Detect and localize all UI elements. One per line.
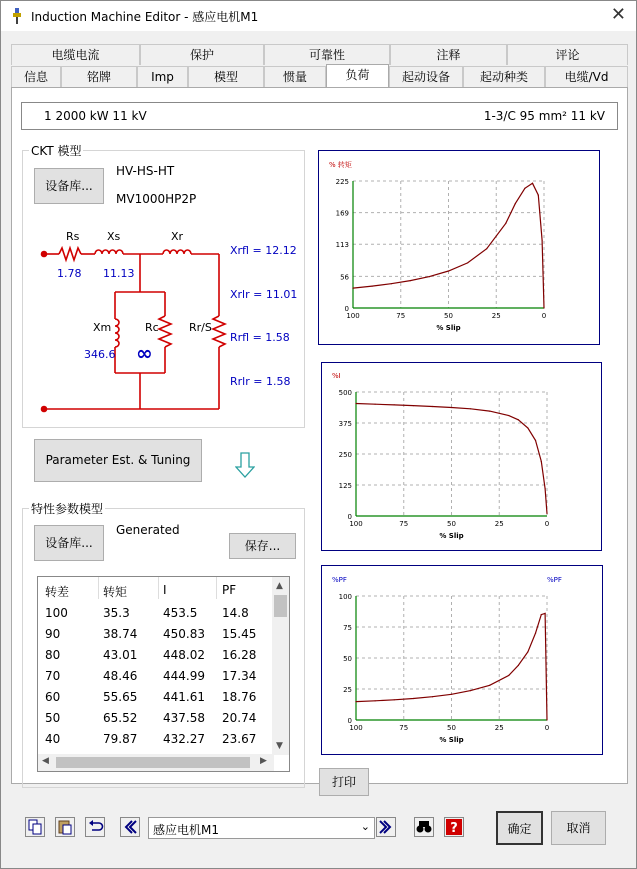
data-point: [541, 614, 542, 615]
data-point: [448, 270, 449, 271]
tab-protection[interactable]: 保护: [140, 44, 264, 65]
y-tick-label: 375: [338, 420, 352, 428]
table-cell-pf: 18.76: [222, 690, 257, 704]
rc-label: Rc: [145, 321, 159, 334]
tab-reliability[interactable]: 可靠性: [264, 44, 390, 65]
data-point: [489, 410, 490, 411]
y-tick-label: 0: [344, 305, 349, 313]
data-point: [486, 248, 487, 249]
data-point: [410, 280, 411, 281]
y-tick-label: 56: [340, 273, 349, 282]
xrlr-value: Xrlr = 11.01: [230, 288, 298, 301]
col-header-slip: 转差: [45, 585, 70, 599]
table-cell-torque: 55.65: [103, 690, 138, 704]
x-tick-label: 0: [544, 724, 550, 732]
table-cell-torque: 65.52: [103, 711, 138, 725]
characteristic-model-group: [22, 502, 305, 788]
svg-text:?: ?: [450, 821, 458, 836]
data-point: [527, 427, 528, 428]
rs-value: 1.78: [57, 267, 82, 280]
scroll-left-icon[interactable]: ◀: [42, 756, 49, 766]
table-cell-current: 444.99: [163, 669, 205, 683]
y-axis-label: %I: [332, 372, 341, 380]
app-icon: [11, 8, 23, 24]
rrfl-value: Rrfl = 1.58: [230, 331, 290, 344]
data-point: [541, 240, 542, 241]
table-cell-pf: 20.74: [222, 711, 257, 725]
data-point: [518, 419, 519, 420]
x-tick-label: 100: [349, 520, 363, 528]
characteristic-table: [37, 576, 290, 772]
ckt-model-group: [22, 144, 305, 428]
find-icon[interactable]: [414, 817, 434, 837]
y-axis-label: % 转矩: [329, 161, 352, 169]
y-tick-label: 169: [335, 209, 349, 218]
table-cell-slip: 70: [45, 669, 61, 683]
data-point: [432, 406, 433, 407]
data-point: [489, 685, 490, 686]
table-cell-slip: 100: [45, 606, 68, 620]
xr-label: Xr: [171, 230, 184, 243]
table-cell-current: 437.58: [163, 711, 205, 725]
data-point: [527, 651, 528, 652]
data-point: [518, 665, 519, 666]
ckt-group-label: CKT 模型: [31, 144, 82, 158]
table-cell-torque: 35.3: [103, 606, 130, 620]
rc-value: ∞: [136, 341, 153, 365]
x-axis-label: % Slip: [439, 532, 464, 540]
table-cell-torque: 38.74: [103, 627, 138, 641]
print-button[interactable]: 打印: [319, 768, 369, 796]
x-tick-label: 25: [491, 312, 501, 320]
next-icon[interactable]: [376, 817, 396, 837]
table-cell-slip: 80: [45, 648, 61, 662]
col-header-torque: 转矩: [103, 585, 128, 599]
cancel-button[interactable]: 取消: [551, 811, 606, 845]
data-point: [391, 283, 392, 284]
x-tick-label: 50: [444, 312, 453, 320]
torque-chart: [318, 150, 600, 345]
summary-motor: 1 2000 kW 11 kV: [44, 109, 147, 123]
ckt-model-line2: MV1000HP2P: [116, 192, 197, 206]
data-point: [538, 195, 539, 196]
generated-label: Generated: [116, 523, 180, 537]
tab-cable-current[interactable]: 电缆电流: [11, 44, 140, 65]
rrlr-value: Rrlr = 1.58: [230, 375, 291, 388]
xrfl-value: Xrfl = 12.12: [230, 244, 297, 257]
data-point: [546, 719, 547, 720]
undo-icon[interactable]: [85, 817, 105, 837]
rr-s-label: Rr/S: [189, 321, 212, 334]
data-point: [505, 223, 506, 224]
table-cell-torque: 48.46: [103, 669, 138, 683]
tab-nameplate[interactable]: 铭牌: [61, 66, 137, 87]
load-tab-panel: [11, 87, 628, 789]
table-cell-current: 432.27: [163, 732, 205, 746]
x-tick-label: 75: [399, 724, 409, 732]
y-tick-label: 250: [338, 451, 352, 459]
table-cell-torque: 43.01: [103, 648, 138, 662]
ckt-library-button[interactable]: 设备库...: [34, 168, 104, 204]
y-tick-label: 113: [335, 241, 349, 250]
y-tick-label: 225: [335, 178, 349, 186]
tab-starting-device[interactable]: 起动设备: [389, 66, 463, 87]
tab-info[interactable]: 信息: [11, 66, 61, 87]
rs-label: Rs: [66, 230, 80, 243]
arrow-down-icon: [235, 452, 255, 478]
scroll-up-icon[interactable]: ▲: [276, 581, 283, 591]
summary-cable: 1-3/C 95 mm² 11 kV: [483, 109, 605, 123]
x-tick-label: 75: [396, 312, 406, 320]
col-header-pf: PF: [222, 583, 237, 597]
x-axis-label: % Slip: [436, 324, 461, 332]
y-tick-label: 50: [343, 655, 352, 663]
horizontal-scrollbar[interactable]: [38, 754, 274, 771]
data-point: [413, 698, 414, 699]
data-point: [535, 440, 536, 441]
data-point: [524, 188, 525, 189]
data-point: [394, 404, 395, 405]
current-chart: [321, 362, 602, 551]
table-cell-current: 450.83: [163, 627, 205, 641]
data-point: [508, 675, 509, 676]
table-cell-current: 453.5: [163, 606, 198, 620]
y-tick-label: 0: [347, 513, 352, 521]
table-cell-pf: 23.67: [222, 732, 257, 746]
char-library-button[interactable]: 设备库...: [34, 525, 104, 561]
motor-select[interactable]: [148, 817, 375, 839]
x-tick-label: 50: [447, 724, 456, 732]
motor-select-value: 感应电机M1: [153, 823, 219, 837]
table-cell-slip: 50: [45, 711, 61, 725]
table-cell-torque: 79.87: [103, 732, 138, 746]
data-point: [532, 183, 533, 184]
tab-model[interactable]: 模型: [188, 66, 264, 87]
table-cell-slip: 90: [45, 627, 61, 641]
char-group-label: 特性参数模型: [31, 502, 104, 516]
tab-cable-vd[interactable]: 电缆/Vd: [545, 66, 628, 87]
table-cell-current: 448.02: [163, 648, 205, 662]
y-tick-label: 0: [347, 717, 352, 725]
data-point: [535, 633, 536, 634]
parameter-estimation-button[interactable]: Parameter Est. & Tuning: [34, 439, 202, 482]
ok-button[interactable]: 确定: [496, 811, 543, 845]
tab-imp[interactable]: Imp: [137, 66, 188, 87]
window-title: Induction Machine Editor - 感应电机M1: [31, 10, 259, 24]
tab-remarks[interactable]: 注释: [390, 44, 507, 65]
data-point: [543, 307, 544, 308]
table-cell-pf: 17.34: [222, 669, 257, 683]
x-tick-label: 100: [346, 312, 360, 320]
save-button[interactable]: 保存...: [229, 533, 296, 559]
data-point: [375, 700, 376, 701]
data-point: [515, 203, 516, 204]
scroll-right-icon[interactable]: ▶: [260, 756, 267, 766]
data-point: [541, 461, 542, 462]
data-point: [470, 690, 471, 691]
tab-load[interactable]: 负荷: [326, 64, 389, 87]
y-tick-label: 125: [338, 482, 352, 490]
table-cell-pf: 15.45: [222, 627, 257, 641]
data-point: [413, 405, 414, 406]
x-tick-label: 25: [494, 724, 504, 732]
data-point: [508, 415, 509, 416]
x-tick-label: 0: [544, 520, 550, 528]
y-tick-label: 500: [338, 389, 352, 397]
data-point: [355, 701, 356, 702]
help-icon[interactable]: [444, 817, 464, 837]
vertical-scrollbar[interactable]: [272, 577, 289, 755]
data-point: [372, 286, 373, 287]
data-point: [429, 276, 430, 277]
col-header-current: I: [163, 583, 167, 597]
x-tick-label: 100: [349, 724, 363, 732]
scroll-down-icon[interactable]: ▼: [276, 741, 283, 751]
y-tick-label: 25: [343, 686, 352, 694]
previous-icon[interactable]: [120, 817, 140, 837]
summary-bar: [21, 102, 618, 130]
x-tick-label: 25: [494, 520, 504, 528]
xm-label: Xm: [93, 321, 112, 334]
data-point: [470, 408, 471, 409]
h-scroll-thumb[interactable]: [56, 757, 250, 768]
scroll-thumb[interactable]: [274, 595, 287, 617]
data-point: [355, 403, 356, 404]
tab-inertia[interactable]: 惯量: [264, 66, 326, 87]
data-point: [451, 694, 452, 695]
y-tick-label: 100: [338, 593, 352, 601]
data-point: [352, 287, 353, 288]
data-point: [451, 407, 452, 408]
data-point: [375, 404, 376, 405]
tab-starting-category[interactable]: 起动种类: [463, 66, 545, 87]
data-point: [544, 488, 545, 489]
y-axis-label-right: %PF: [547, 576, 562, 584]
power-factor-chart: [321, 565, 603, 755]
copy-icon[interactable]: [25, 817, 45, 837]
data-point: [546, 513, 547, 514]
table-cell-pf: 16.28: [222, 648, 257, 662]
table-cell-pf: 14.8: [222, 606, 249, 620]
y-tick-label: 75: [343, 624, 352, 632]
xs-value: 11.13: [103, 267, 135, 280]
x-tick-label: 0: [541, 312, 547, 320]
data-point: [467, 262, 468, 263]
close-icon[interactable]: ✕: [610, 4, 626, 25]
tab-comments[interactable]: 评论: [507, 44, 628, 65]
ckt-model-line1: HV-HS-HT: [116, 164, 175, 178]
data-point: [544, 613, 545, 614]
y-axis-label: %PF: [332, 576, 347, 584]
xm-value: 346.6: [84, 348, 116, 361]
table-cell-slip: 40: [45, 732, 61, 746]
table-cell-current: 441.61: [163, 690, 205, 704]
x-tick-label: 75: [399, 520, 409, 528]
title-bar: [1, 1, 636, 31]
xs-label: Xs: [107, 230, 121, 243]
data-point: [432, 696, 433, 697]
chevron-down-icon[interactable]: ⌄: [360, 820, 370, 833]
x-axis-label: % Slip: [439, 736, 464, 744]
data-point: [394, 699, 395, 700]
table-cell-slip: 60: [45, 690, 61, 704]
x-tick-label: 50: [447, 520, 456, 528]
paste-icon[interactable]: [55, 817, 75, 837]
